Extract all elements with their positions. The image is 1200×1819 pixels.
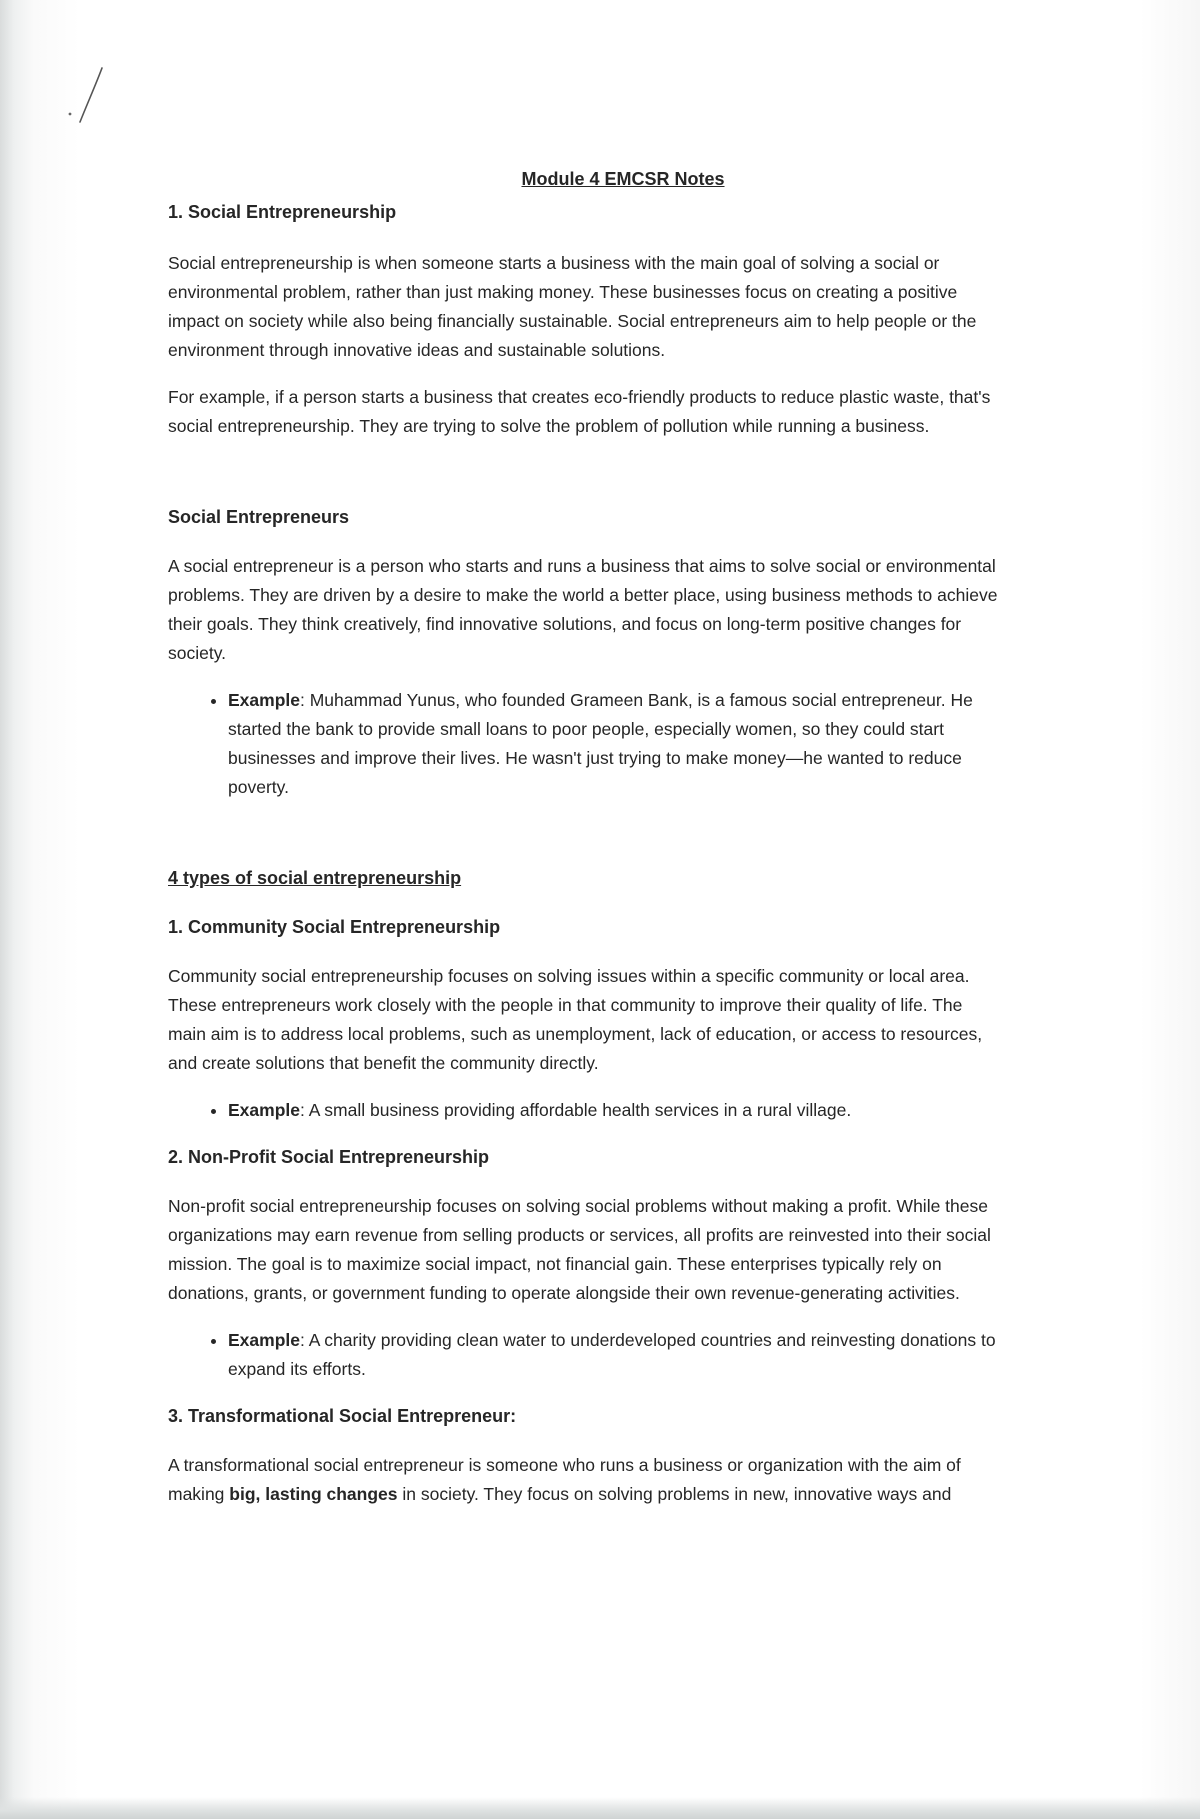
example-list (168, 1326, 998, 1384)
paragraph-transformational (168, 1451, 998, 1509)
example-list (168, 1096, 998, 1125)
list-item (228, 1096, 998, 1125)
document-title: Module 4 EMCSR Notes (521, 169, 725, 189)
section-heading-social-entrepreneurs: Social Entrepreneurs (168, 507, 350, 527)
paragraph-definition: Social entrepreneurship is when someone starts a business with the main goal of solving a social or environmental problem, rather than just making money. These businesses focus on creating a positive impact on society while also being financially sustainable. Social entrepreneurs aim to help people or the environment through innovative ideas and sustainable solutions. (168, 253, 977, 360)
paragraph-social-entrepreneur: A social entrepreneur is a person who starts and runs a business that aims to solve social or environmental problems. They are driven by a desire to make the world a better place, using business methods to achieve their goals. They think creatively, find innovative solutions, and focus on long-term positive changes for society. (168, 556, 998, 663)
example-list (168, 686, 998, 802)
type-heading-transformational: 3. Transformational Social Entrepreneur: (168, 1406, 517, 1426)
paragraph-non-profit: Non-profit social entrepreneurship focuses on solving social problems without making a profit. While these organizations may earn revenue from selling products or services, all profits are reinvested into their social mission. The goal is to maximize social impact, not financial gain. These enterprises typically rely on donations, grants, or government funding to operate alongside their own revenue-generating activities. (168, 1196, 991, 1303)
document-content (168, 165, 998, 1527)
list-item (228, 1326, 998, 1384)
text-run: A transformational social entrepreneur is someone who runs a business or organization with the aim of making (168, 1455, 961, 1504)
example-text: : Muhammad Yunus, who founded Grameen Bank, is a famous social entrepreneur. He started the bank to provide small loans to poor people, especially women, so they could start businesses and improve their lives. He wasn't just trying to make money—he wanted to reduce poverty. (228, 690, 973, 797)
example-label: Example (228, 690, 300, 710)
emphasis-text: big, lasting changes (229, 1484, 398, 1504)
example-text: : A small business providing affordable health services in a rural village. (299, 1100, 852, 1120)
example-label: Example (228, 1330, 300, 1350)
paragraph-community: Community social entrepreneurship focuses on solving issues within a specific community or local area. These entrepreneurs work closely with the people in that community to improve their quality of life. The main aim is to address local problems, such as unemployment, lack of education, or access to resources, and create solutions that benefit the community directly. (168, 966, 983, 1073)
section-heading-types: 4 types of social entrepreneurship (168, 868, 462, 888)
example-label: Example (228, 1100, 300, 1120)
text-run: in society. They focus on solving problems in new, innovative ways and (397, 1484, 952, 1504)
list-item (228, 686, 998, 802)
page-bottom-edge (0, 1797, 1200, 1819)
paragraph-example: For example, if a person starts a business that creates eco-friendly products to reduce plastic waste, that's social entrepreneurship. They are trying to solve the problem of pollution while running a business. (168, 387, 991, 436)
section-heading-social-entrepreneurship: 1. Social Entrepreneurship (168, 202, 397, 222)
example-text: : A charity providing clean water to underdeveloped countries and reinvesting donations to expand its efforts. (228, 1330, 996, 1379)
pen-mark-icon (66, 66, 106, 126)
type-heading-community: 1. Community Social Entrepreneurship (168, 917, 501, 937)
type-heading-non-profit: 2. Non-Profit Social Entrepreneurship (168, 1147, 490, 1167)
